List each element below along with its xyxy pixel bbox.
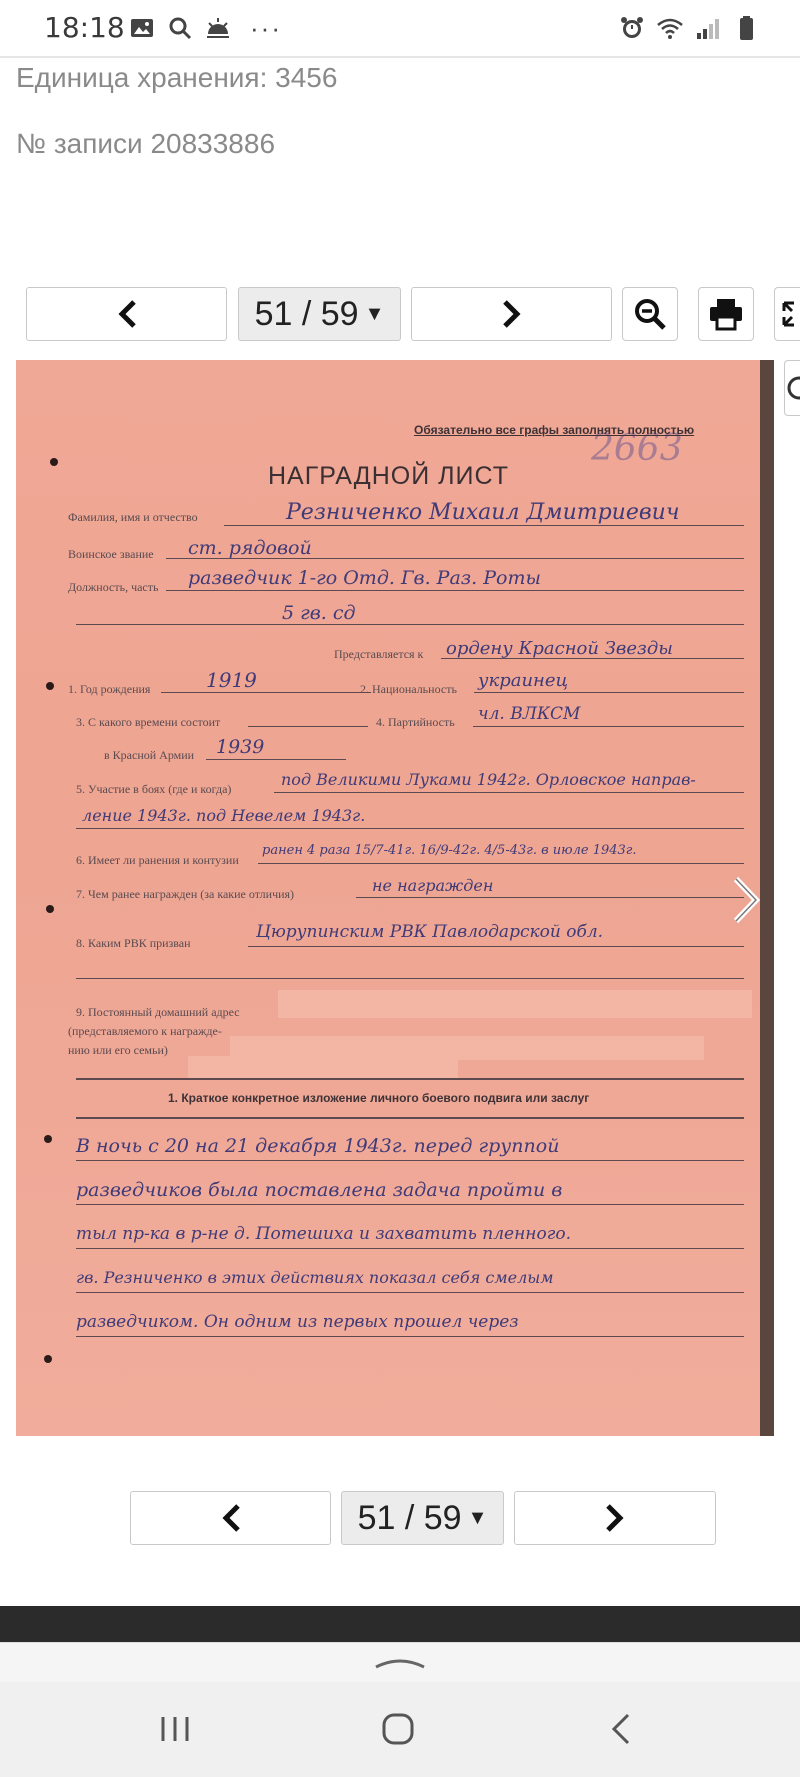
system-nav-bar [0,1682,800,1777]
browser-toolbar-handle[interactable] [0,1642,800,1683]
side-panel-tab[interactable] [784,360,800,416]
redacted-area [188,1056,458,1080]
chevron-left-icon [114,299,140,329]
battery-icon [732,14,760,42]
more-notifications-icon: ··· [250,13,282,43]
status-time: 18:18 [44,11,125,44]
next-page-button-bottom[interactable] [514,1491,716,1545]
page-select-value: 51 / 59 [254,294,359,333]
storage-unit: Единица хранения: 3456 [16,62,338,93]
form-note: Обязательно все графы заполнять полностью [414,423,695,437]
page-select[interactable] [238,287,401,341]
gallery-icon [128,14,156,42]
next-page-button[interactable] [411,287,612,341]
page-select-value: 51 / 59 [357,1498,462,1537]
fullscreen-icon [780,299,800,329]
status-bar [0,0,800,58]
redacted-area [278,990,752,1018]
alarm-icon [618,14,646,42]
record-number: № записи 20833886 [16,128,276,159]
print-button[interactable] [698,287,754,341]
zoom-out-button[interactable] [622,287,678,341]
print-icon [708,297,744,331]
caret-down-icon: ▼ [364,302,385,325]
expand-up-icon[interactable] [372,1651,428,1671]
chevron-right-icon [602,1503,628,1533]
search-icon [166,14,194,42]
prev-page-button[interactable] [26,287,227,341]
recent-apps-icon[interactable] [145,1704,205,1754]
page-select-bottom[interactable] [341,1491,504,1545]
signal-icon [694,14,722,42]
zoom-out-icon [633,297,667,331]
back-icon[interactable] [592,1704,652,1754]
caret-down-icon: ▼ [467,1506,488,1529]
prev-page-button-bottom[interactable] [130,1491,331,1545]
document-scan: 2663 Обязательно все графы заполнять полностью НАГРАДНОЙ ЛИСТ Фамилия, имя и отчество Резниченко Михаил Дмитриевич Воинское звание ст. рядовой Должность, часть разведчик 1-го Отд. Гв. Раз. Роты 5 гв. сд Представляется к ордену Красной Звезды 1. Год рождения 1919 2. Национальность украинец 3. С какого времени состоит 4. Партийность чл. ВЛКСМ в Красной Армии 1939 5. Участие в боях (где и когда) под Великими Луками 1942г. Орловское направ- ление 1943г. под Невелем 1943г. 6. Имеет ли ранения и контузии ранен 4 раза 15/7-41г. 16/9-42г. 4/5-43г. в июле 1943г. 7. Чем ранее награжден (за какие отличия) не награжден 8. Каким РВК призван Цюрупинским РВК Павлодарской обл. 9. Постоянный домашний адрес (представляемого к награжде- нию или его семьи) 1. Краткое конкретное изложение личного боевого подвига или заслуг В ночь с 20 на 21 декабря 1943г. перед группой разведчиков была поставлена задача пройти в тыл пр-ка в р-не д. Потешиха и захватить пленного. гв. Резниченко в этих действиях показал себя смелым разведчиком. Он одним из первых прошел через [16,360,774,1436]
wifi-icon [656,14,684,42]
home-icon[interactable] [368,1704,428,1754]
section-heading: 1. Краткое конкретное изложение личного боевого подвига или заслуг [168,1091,590,1105]
target-icon [785,373,800,403]
weather-icon [204,14,232,42]
chevron-left-icon [218,1503,244,1533]
next-image-arrow-icon[interactable] [730,875,764,925]
form-title: НАГРАДНОЙ ЛИСТ [268,462,509,490]
page-footer-bar [0,1606,800,1642]
chevron-right-icon [499,299,525,329]
fullscreen-button[interactable] [774,287,800,341]
